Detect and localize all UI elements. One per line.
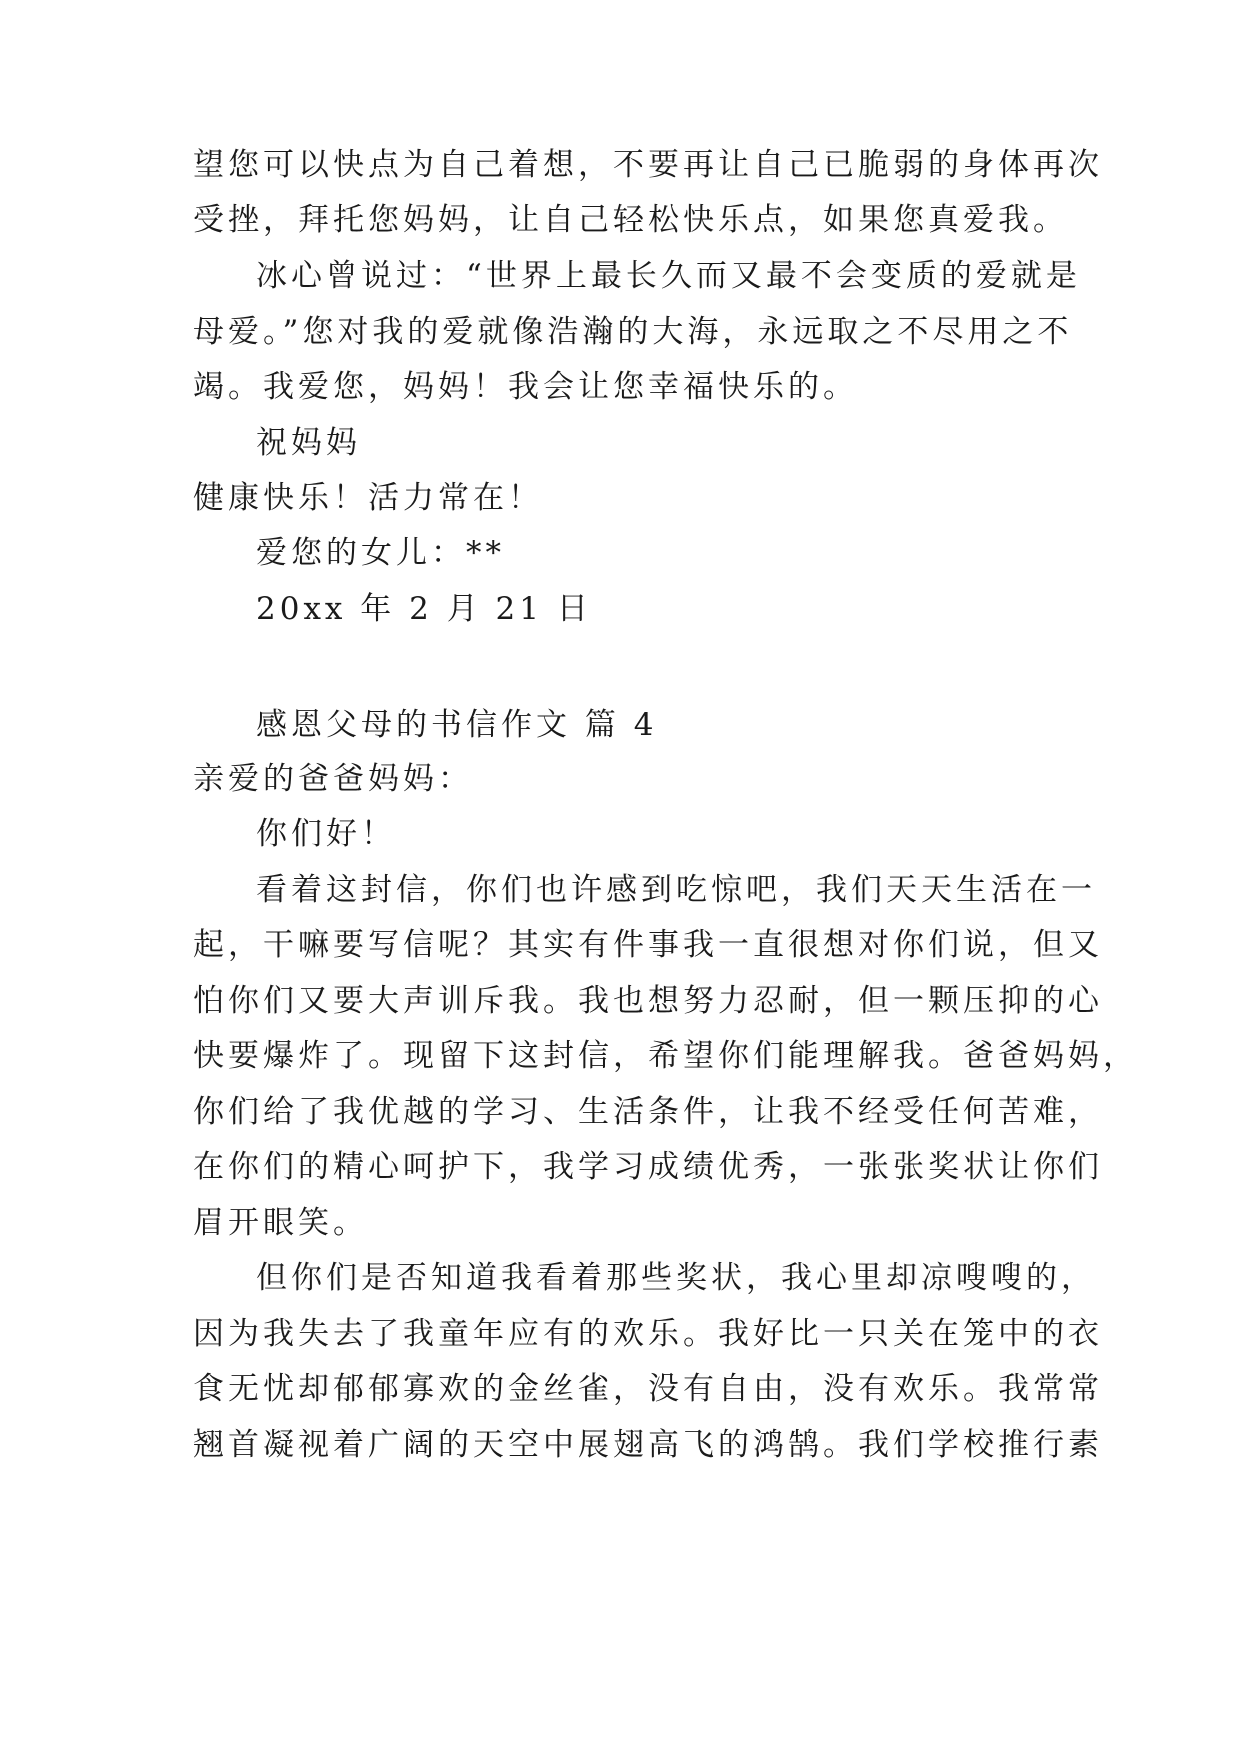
text-line: 冰心曾说过：“世界上最长久而又最不会变质的爱就是 [256, 258, 1081, 294]
text-line: 在你们的精心呵护下，我学习成绩优秀，一张张奖状让你们 [193, 1149, 1103, 1185]
text-line: 翘首凝视着广阔的天空中展翅高飞的鸿鹄。我们学校推行素 [193, 1427, 1103, 1463]
text-line: 看着这封信，你们也许感到吃惊吧，我们天天生活在一 [256, 872, 1096, 908]
salutation-line: 祝妈妈 [256, 425, 361, 461]
date-line: 20xx 年 2 月 21 日 [256, 591, 592, 627]
text-line: 眉开眼笑。 [193, 1205, 368, 1241]
text-line: 起，干嘛要写信呢？其实有件事我一直很想对你们说，但又 [193, 927, 1103, 963]
text-line: 你们给了我优越的学习、生活条件，让我不经受任何苦难， [193, 1094, 1103, 1130]
text-line: 望您可以快点为自己着想，不要再让自己已脆弱的身体再次 [193, 147, 1103, 183]
greeting-line: 亲爱的爸爸妈妈： [193, 761, 473, 797]
text-line: 快要爆炸了。现留下这封信，希望你们能理解我。爸爸妈妈， [193, 1038, 1138, 1074]
section-title: 感恩父母的书信作文 篇 4 [256, 707, 658, 743]
text-line: 你们好！ [256, 816, 396, 852]
text-line: 健康快乐！活力常在！ [193, 480, 543, 516]
text-line: 因为我失去了我童年应有的欢乐。我好比一只关在笼中的衣 [193, 1316, 1103, 1352]
text-line: 怕你们又要大声训斥我。我也想努力忍耐，但一颗压抑的心 [193, 983, 1103, 1019]
text-line: 受挫，拜托您妈妈，让自己轻松快乐点，如果您真爱我。 [193, 202, 1068, 238]
text-line: 母爱。”您对我的爱就像浩瀚的大海，永远取之不尽用之不 [193, 314, 1073, 350]
text-line: 竭。我爱您，妈妈！我会让您幸福快乐的。 [193, 369, 858, 405]
text-line: 食无忧却郁郁寡欢的金丝雀，没有自由，没有欢乐。我常常 [193, 1371, 1103, 1407]
signature-line: 爱您的女儿：** [256, 535, 505, 571]
text-line: 但你们是否知道我看着那些奖状，我心里却凉嗖嗖的， [256, 1260, 1096, 1296]
